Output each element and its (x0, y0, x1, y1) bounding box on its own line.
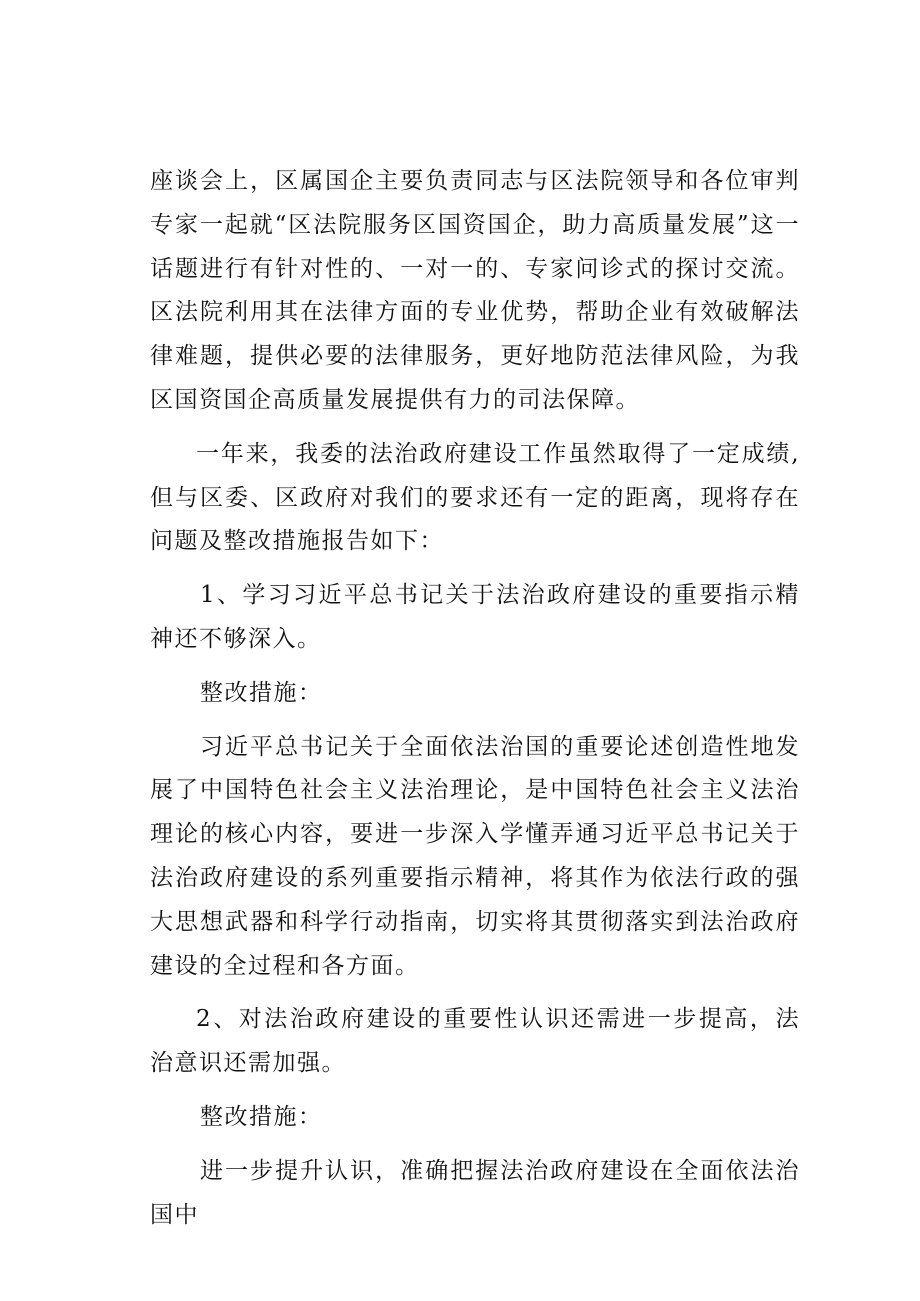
paragraph-year-review: 一年来，我委的法治政府建设工作虽然取得了一定成绩,但与区委、区政府对我们的要求还有一定的距离，现将存在问题及整改措施报告如下： (150, 440, 800, 555)
rectification-measures-label-2: 整改措施： (200, 1103, 323, 1130)
paragraph-court-symposium: 座谈会上，区属国企主要负责同志与区法院领导和各位审判专家一起就“区法院服务区国资国企，助力高质量发展”这一话题进行有针对性的、一对一的、专家问诊式的探讨交流。区法院利用其在法律方面的专业优势，帮助企业有效破解法律难题，提供必要的法律服务，更好地防范法律风险，为我区国资国企高质量发展提供有力的司法保障。 (150, 168, 800, 413)
rectification-measures-label-1: 整改措施： (200, 679, 323, 706)
document-body (150, 160, 800, 1237)
problem-1-heading: 1、学习习近平总书记关于法治政府建设的重要指示精神还不够深入。 (150, 582, 800, 652)
problem-2-heading: 2、对法治政府建设的重要性认识还需进一步提高，法治意识还需加强。 (150, 1006, 800, 1077)
rectification-1-text: 习近平总书记关于全面依法治国的重要论述创造性地发展了中国特色社会主义法治理论，是中国特色社会主义法治理论的核心内容，要进一步深入学懂弄通习近平总书记关于法治政府建设的系列重要指示精神，将其作为依法行政的强大思想武器和科学行动指南，切实将其贯彻落实到法治政府建设的全过程和各方面。 (150, 733, 800, 979)
rectification-2-text: 进一步提升认识，准确把握法治政府建设在全面依法治国中 (150, 1157, 800, 1228)
